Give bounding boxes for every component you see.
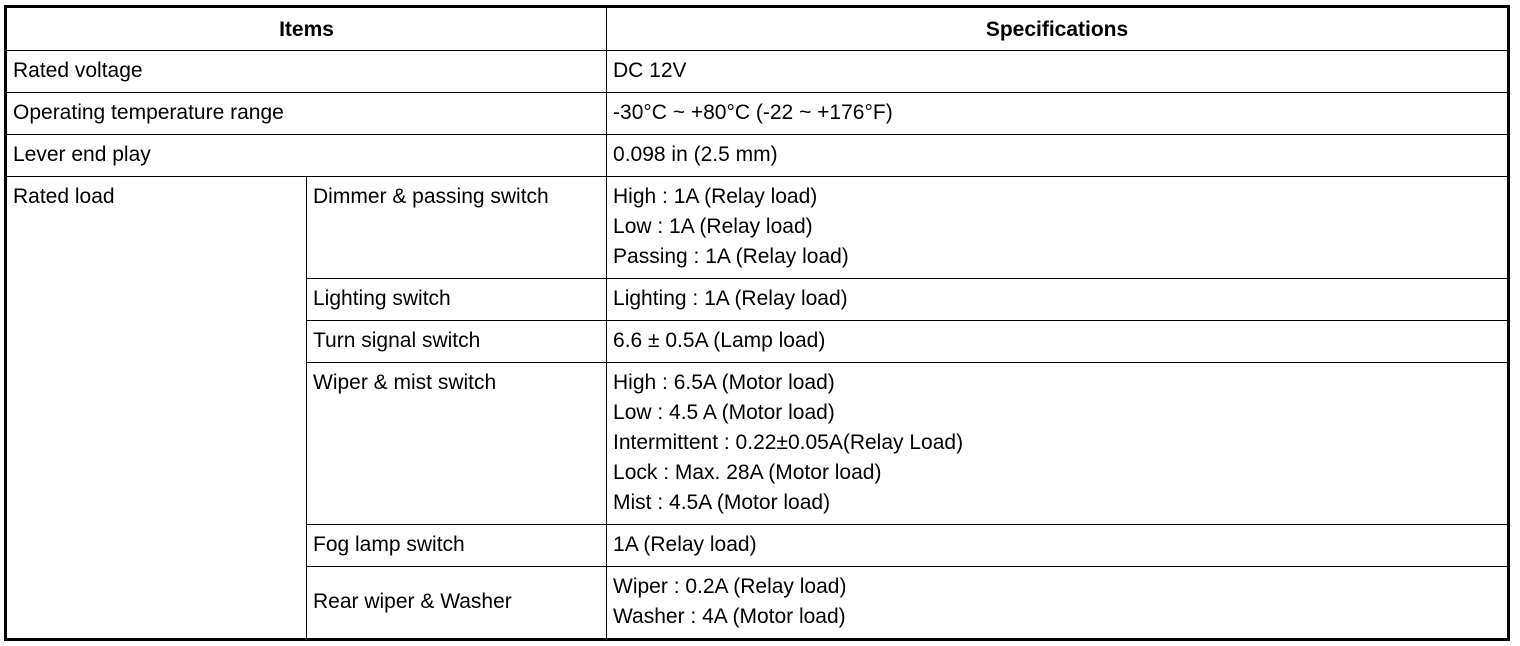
item-operating-temperature: Operating temperature range [6, 93, 607, 135]
item-rated-voltage: Rated voltage [6, 51, 607, 93]
spec-line: Lighting : 1A (Relay load) [613, 287, 848, 310]
spec-operating-temperature: -30°C ~ +80°C (-22 ~ +176°F) [607, 93, 1509, 135]
spec-lighting-switch [607, 279, 1509, 321]
spec-line: 6.6 ± 0.5A (Lamp load) [613, 329, 826, 352]
table-row [6, 51, 1509, 93]
subitem-turn-signal-switch: Turn signal switch [307, 321, 607, 363]
spec-line: Passing : 1A (Relay load) [613, 245, 849, 268]
table-header-row [6, 7, 1509, 51]
spec-line: Low : 4.5 A (Motor load) [613, 401, 835, 424]
spec-turn-signal-switch [607, 321, 1509, 363]
spec-rated-voltage: DC 12V [607, 51, 1509, 93]
spec-fog-lamp-switch [607, 525, 1509, 567]
spec-line: High : 6.5A (Motor load) [613, 371, 835, 394]
spec-line: Wiper : 0.2A (Relay load) [613, 575, 847, 598]
spec-line: Lock : Max. 28A (Motor load) [613, 461, 882, 484]
spec-wiper-mist-switch [607, 363, 1509, 525]
item-lever-end-play: Lever end play [6, 135, 607, 177]
header-specifications: Specifications [607, 7, 1509, 51]
table-row [6, 177, 1509, 279]
spec-line: Mist : 4.5A (Motor load) [613, 491, 831, 514]
subitem-fog-lamp-switch: Fog lamp switch [307, 525, 607, 567]
spec-line: Low : 1A (Relay load) [613, 215, 813, 238]
header-items: Items [6, 7, 607, 51]
spec-rear-wiper-washer [607, 567, 1509, 640]
item-rated-load: Rated load [6, 177, 307, 640]
spec-line: Intermittent : 0.22±0.05A(Relay Load) [613, 431, 964, 454]
spec-line: High : 1A (Relay load) [613, 185, 818, 208]
spec-dimmer-passing-switch [607, 177, 1509, 279]
specifications-table [4, 5, 1510, 641]
spec-line: 1A (Relay load) [613, 533, 757, 556]
spec-lever-end-play: 0.098 in (2.5 mm) [607, 135, 1509, 177]
table-row [6, 93, 1509, 135]
spec-line: Washer : 4A (Motor load) [613, 605, 846, 628]
subitem-lighting-switch: Lighting switch [307, 279, 607, 321]
subitem-rear-wiper-washer: Rear wiper & Washer [307, 567, 607, 640]
subitem-dimmer-passing-switch: Dimmer & passing switch [307, 177, 607, 279]
subitem-wiper-mist-switch: Wiper & mist switch [307, 363, 607, 525]
table-row [6, 135, 1509, 177]
